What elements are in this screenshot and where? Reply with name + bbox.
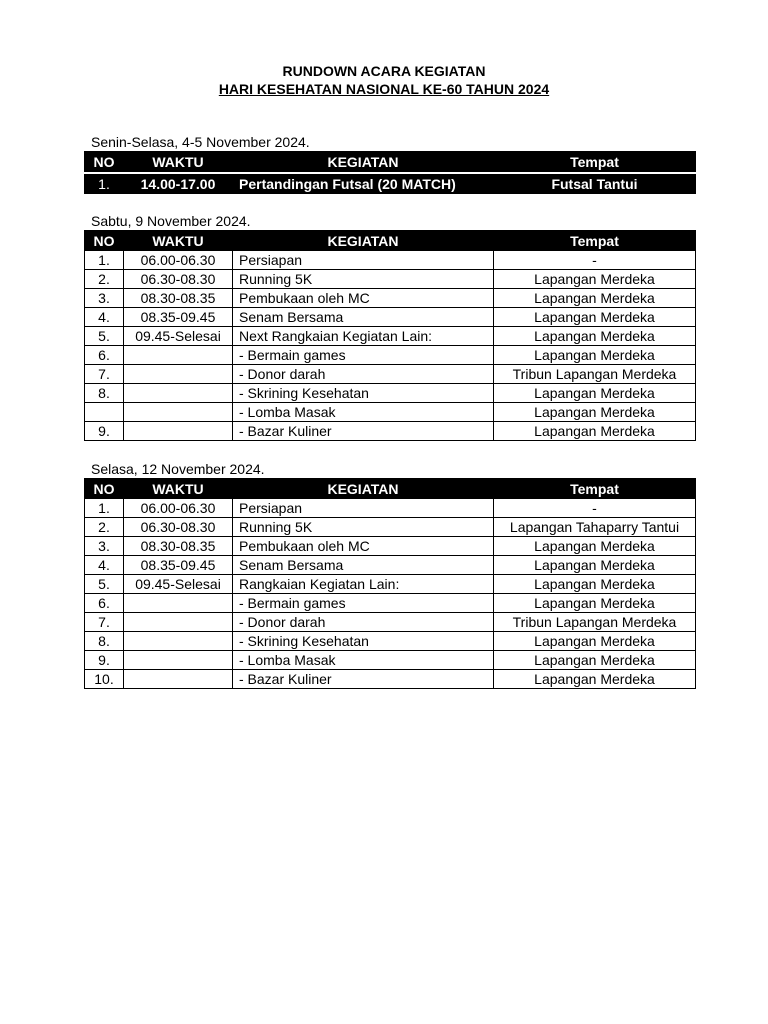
cell-tempat: Lapangan Merdeka	[494, 384, 696, 403]
document-title: RUNDOWN ACARA KEGIATAN	[282, 63, 486, 79]
cell-kegiatan: Running 5K	[233, 518, 494, 537]
cell-waktu	[124, 422, 233, 441]
header-waktu: WAKTU	[124, 152, 233, 172]
table-row	[85, 289, 696, 308]
table-row	[85, 613, 696, 632]
cell-waktu: 09.45-Selesai	[124, 327, 233, 346]
table-row	[85, 594, 696, 613]
cell-no: 6.	[85, 594, 124, 613]
cell-waktu	[124, 403, 233, 422]
cell-kegiatan: - Bazar Kuliner	[233, 670, 494, 689]
table-row	[85, 632, 696, 651]
cell-waktu: 06.00-06.30	[124, 251, 233, 270]
cell-waktu: 06.00-06.30	[124, 499, 233, 518]
cell-waktu: 09.45-Selesai	[124, 575, 233, 594]
cell-waktu	[124, 384, 233, 403]
cell-kegiatan: Persiapan	[233, 499, 494, 518]
cell-tempat: Lapangan Merdeka	[494, 594, 696, 613]
cell-tempat: Lapangan Merdeka	[494, 651, 696, 670]
header-no: NO	[85, 231, 124, 251]
cell-kegiatan: Next Rangkaian Kegiatan Lain:	[233, 327, 494, 346]
cell-kegiatan: Rangkaian Kegiatan Lain:	[233, 575, 494, 594]
table-header-row	[85, 152, 696, 172]
cell-kegiatan: - Skrining Kesehatan	[233, 632, 494, 651]
table-row	[85, 308, 696, 327]
cell-tempat: Lapangan Merdeka	[494, 575, 696, 594]
cell-no: 4.	[85, 556, 124, 575]
table-row	[85, 518, 696, 537]
cell-no: 7.	[85, 613, 124, 632]
cell-tempat: Lapangan Merdeka	[494, 403, 696, 422]
cell-waktu	[124, 632, 233, 651]
section-label-3: Selasa, 12 November 2024.	[91, 461, 265, 477]
cell-waktu: 08.35-09.45	[124, 556, 233, 575]
header-waktu: WAKTU	[124, 479, 233, 499]
cell-no: 2.	[85, 518, 124, 537]
cell-kegiatan: - Bermain games	[233, 594, 494, 613]
cell-kegiatan: Pertandingan Futsal (20 MATCH)	[233, 175, 494, 194]
table-row	[85, 384, 696, 403]
cell-waktu	[124, 651, 233, 670]
cell-kegiatan: Running 5K	[233, 270, 494, 289]
cell-waktu: 14.00-17.00	[124, 175, 233, 194]
cell-tempat: Lapangan Merdeka	[494, 422, 696, 441]
cell-kegiatan: - Lomba Masak	[233, 651, 494, 670]
cell-no: 6.	[85, 346, 124, 365]
table-row	[85, 175, 696, 194]
cell-no: 8.	[85, 632, 124, 651]
cell-waktu	[124, 594, 233, 613]
cell-waktu: 08.30-08.35	[124, 289, 233, 308]
header-no: NO	[85, 152, 124, 172]
cell-tempat: -	[494, 499, 696, 518]
cell-no: 2.	[85, 270, 124, 289]
table-row	[85, 575, 696, 594]
table-header-row	[85, 231, 696, 251]
cell-waktu	[124, 346, 233, 365]
cell-no: 7.	[85, 365, 124, 384]
cell-tempat: Lapangan Merdeka	[494, 308, 696, 327]
cell-kegiatan: Pembukaan oleh MC	[233, 537, 494, 556]
header-waktu: WAKTU	[124, 231, 233, 251]
table-row	[85, 251, 696, 270]
cell-tempat: Lapangan Merdeka	[494, 670, 696, 689]
cell-no: 8.	[85, 384, 124, 403]
cell-waktu: 06.30-08.30	[124, 270, 233, 289]
cell-kegiatan: - Bermain games	[233, 346, 494, 365]
cell-tempat: Lapangan Merdeka	[494, 270, 696, 289]
cell-waktu	[124, 670, 233, 689]
cell-tempat: Lapangan Merdeka	[494, 327, 696, 346]
cell-no: 3.	[85, 289, 124, 308]
cell-tempat: Futsal Tantui	[494, 175, 696, 194]
cell-tempat: Lapangan Merdeka	[494, 556, 696, 575]
table-row	[85, 403, 696, 422]
table-row	[85, 499, 696, 518]
cell-tempat: Tribun Lapangan Merdeka	[494, 365, 696, 384]
cell-no: 1.	[85, 251, 124, 270]
table-row	[85, 670, 696, 689]
table-header-row	[85, 479, 696, 499]
header-kegiatan: KEGIATAN	[233, 479, 494, 499]
cell-waktu	[124, 365, 233, 384]
cell-kegiatan: - Donor darah	[233, 613, 494, 632]
cell-kegiatan: Senam Bersama	[233, 556, 494, 575]
header-tempat: Tempat	[494, 152, 696, 172]
table-row	[85, 327, 696, 346]
cell-waktu: 08.30-08.35	[124, 537, 233, 556]
cell-no: 3.	[85, 537, 124, 556]
table-row	[85, 270, 696, 289]
cell-no: 4.	[85, 308, 124, 327]
table-row	[85, 346, 696, 365]
cell-tempat: Lapangan Merdeka	[494, 346, 696, 365]
cell-tempat: -	[494, 251, 696, 270]
table-row	[85, 537, 696, 556]
header-tempat: Tempat	[494, 479, 696, 499]
cell-tempat: Lapangan Tahaparry Tantui	[494, 518, 696, 537]
cell-kegiatan: - Skrining Kesehatan	[233, 384, 494, 403]
cell-tempat: Lapangan Merdeka	[494, 289, 696, 308]
header-kegiatan: KEGIATAN	[233, 152, 494, 172]
cell-no: 1.	[85, 499, 124, 518]
header-no: NO	[85, 479, 124, 499]
cell-kegiatan: - Bazar Kuliner	[233, 422, 494, 441]
schedule-table-2	[84, 230, 696, 441]
cell-no: 9.	[85, 422, 124, 441]
cell-kegiatan: - Donor darah	[233, 365, 494, 384]
table-row	[85, 651, 696, 670]
cell-tempat: Lapangan Merdeka	[494, 632, 696, 651]
table-row	[85, 422, 696, 441]
cell-kegiatan: Persiapan	[233, 251, 494, 270]
header-tempat: Tempat	[494, 231, 696, 251]
document-subtitle: HARI KESEHATAN NASIONAL KE-60 TAHUN 2024	[218, 81, 550, 97]
cell-no: 10.	[85, 670, 124, 689]
cell-kegiatan: Senam Bersama	[233, 308, 494, 327]
cell-no: 9.	[85, 651, 124, 670]
cell-kegiatan: Pembukaan oleh MC	[233, 289, 494, 308]
cell-waktu	[124, 613, 233, 632]
cell-kegiatan: - Lomba Masak	[233, 403, 494, 422]
cell-no: 5.	[85, 575, 124, 594]
cell-tempat: Tribun Lapangan Merdeka	[494, 613, 696, 632]
section-label-1: Senin-Selasa, 4-5 November 2024.	[91, 134, 310, 150]
cell-waktu: 08.35-09.45	[124, 308, 233, 327]
cell-tempat: Lapangan Merdeka	[494, 537, 696, 556]
cell-no: 1.	[85, 175, 124, 194]
cell-no: 5.	[85, 327, 124, 346]
cell-waktu: 06.30-08.30	[124, 518, 233, 537]
header-kegiatan: KEGIATAN	[233, 231, 494, 251]
schedule-table-1	[84, 151, 696, 194]
section-label-2: Sabtu, 9 November 2024.	[91, 213, 251, 229]
table-row	[85, 556, 696, 575]
table-row	[85, 365, 696, 384]
schedule-table-3	[84, 478, 696, 689]
cell-no	[85, 403, 124, 422]
